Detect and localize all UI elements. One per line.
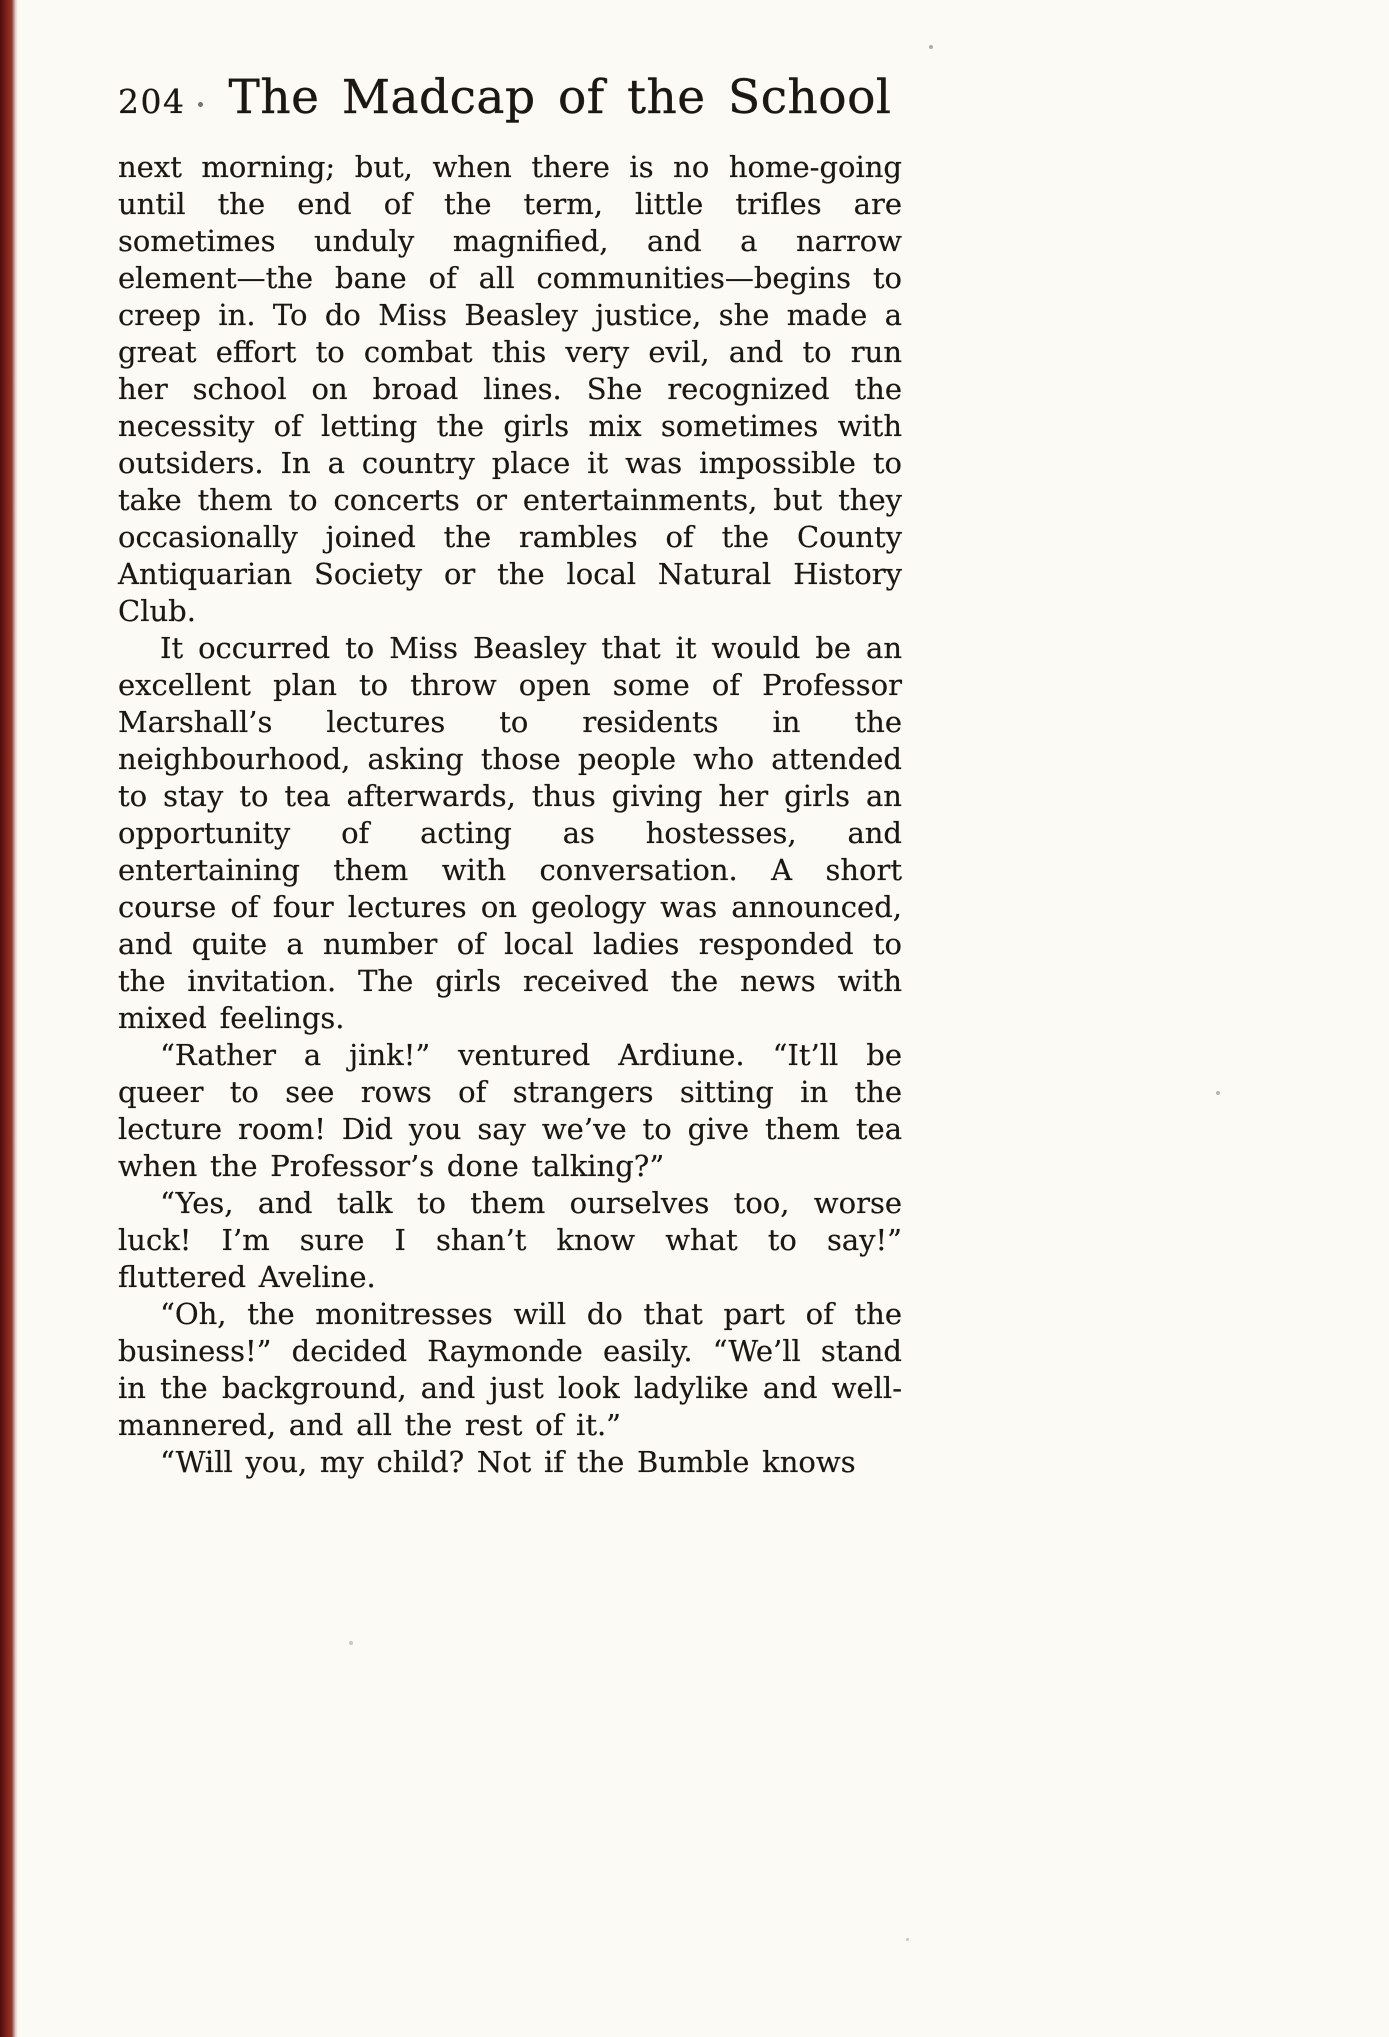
page-body [118, 149, 902, 1481]
page-number: 204 [118, 82, 186, 121]
page-content [118, 70, 902, 1481]
scan-speck [349, 1641, 353, 1645]
page-gutter-shadow [0, 0, 18, 2037]
scan-dot [198, 102, 203, 107]
scan-speck [906, 1938, 909, 1941]
paragraph: “Oh, the monitresses will do that part of the business!” decided Raymonde easily. “We’ll stand in the background, and just look ladylike and well-mannered, and all the rest of it.” [118, 1297, 902, 1442]
scan-speck [1216, 1091, 1220, 1095]
paragraph: It occurred to Miss Beasley that it would be an excellent plan to throw open some of Professor Marshall’s lectures to residents in the neighbourhood, asking those people who attended to stay to tea afterwards, thus giving her girls an opportunity of acting as hostesses, and entertaining them with conversation. A short course of four lectures on geology was announced, and quite a number of local ladies responded to the invitation. The girls received the news with mixed feelings. [118, 631, 902, 1035]
paragraph: “Rather a jink!” ventured Ardiune. “It’ll be queer to see rows of strangers sitting in the lecture room! Did you say we’ve to give them tea when the Professor’s done talking?” [118, 1038, 902, 1183]
paragraph: next morning; but, when there is no home-going until the end of the term, little trifles are sometimes unduly magnified, and a narrow element—the bane of all communities—begins to creep in. To do Miss Beasley justice, she made a great effort to combat this very evil, and to run her school on broad lines. She recognized the necessity of letting the girls mix sometimes with outsiders. In a country place it was impossible to take them to concerts or entertainments, but they occasionally joined the rambles of the County Antiquarian Society or the local Natural History Club. [118, 150, 902, 628]
page-header [118, 70, 902, 125]
running-title: The Madcap of the School [228, 70, 892, 125]
paragraph: “Will you, my child? Not if the Bumble knows [160, 1445, 856, 1479]
scan-speck [929, 45, 933, 49]
paragraph: “Yes, and talk to them ourselves too, worse luck! I’m sure I shan’t know what to say!” fluttered Aveline. [118, 1186, 902, 1294]
